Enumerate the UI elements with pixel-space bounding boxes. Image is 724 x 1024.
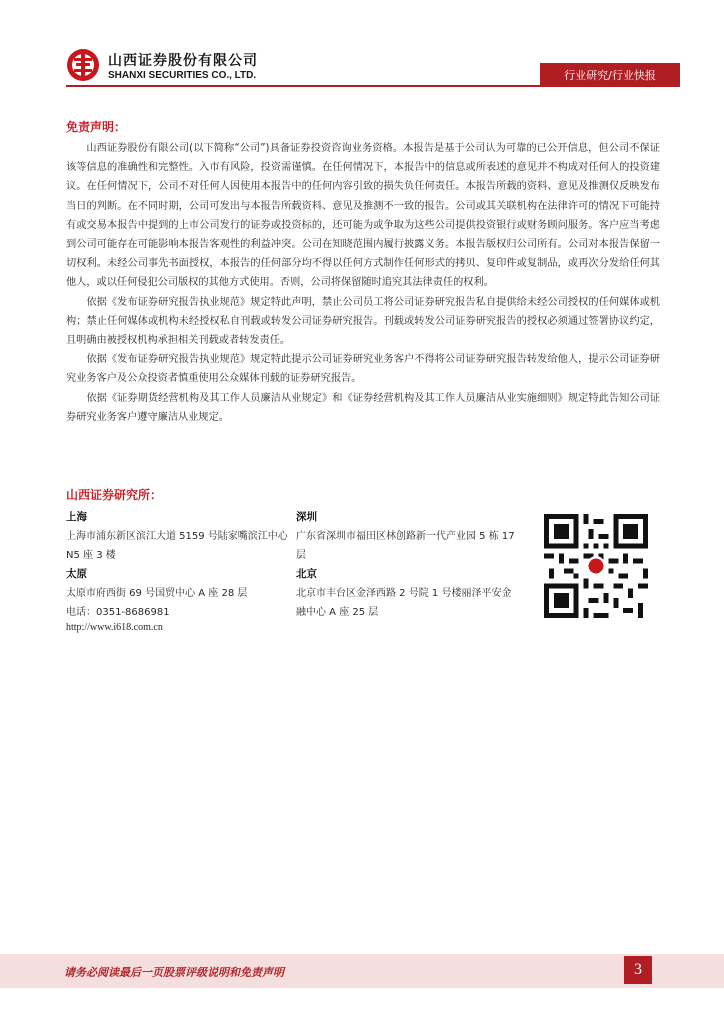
office-phone: 电话：0351-8686981 [66,607,170,618]
office-city: 深圳 [296,511,317,523]
page-number: 3 [624,956,652,984]
shanxi-securities-logo-icon [66,48,100,82]
company-name-en: SHANXI SECURITIES CO., LTD. [108,70,257,81]
office-shanghai [66,508,296,565]
institute-title: 山西证券研究所： [66,488,163,502]
website-link[interactable]: http://www.i618.com.cn [66,622,163,633]
office-taiyuan [66,565,296,622]
disclaimer-paragraph: 依据《证券期货经营机构及其工作人员廉洁从业规定》和《证券经营机构及其工作人员廉洁从业实施细则》规定特此告知公司证券研究业务客户遵守廉洁从业规定。 [66,392,660,423]
office-address: 北京市丰台区金泽西路 2 号院 1 号楼丽泽平安金融中心 A 座 25 层 [296,588,512,618]
office-beijing [296,565,526,622]
office-addresses [66,508,526,622]
disclaimer-title: 免责声明： [66,120,127,134]
office-address: 广东省深圳市福田区林创路新一代产业园 5 栋 17 层 [296,531,515,561]
disclaimer-paragraph: 山西证券股份有限公司(以下简称“公司”)具备证券投资咨询业务资格。本报告是基于公司认为可靠的已公开信息，但公司不保证该等信息的准确性和完整性。入市有风险，投资需谨慎。在任何情况下，本报告中的信息或所表述的意见并不构成对任何人的投资建议。在任何情况下，公司不对任何人因使用本报告中的任何内容引致的损失负任何责任。本报告所载的资料、意见及推测仅反映发布当日的判断。在不同时期，公司可发出与本报告所载资料、意见及推测不一致的报告。公司或其关联机构在法律许可的情况下可能持有或交易本报告中提到的上市公司发行的证券或投资标的，还可能为或争取为这些公司提供投资银行或财务顾问服务。客户应当考虑到公司可能存在可能影响本报告客观性的利益冲突。公司在知晓范围内履行披露义务。本报告版权归公司所有。公司对本报告保留一切权利。未经公司事先书面授权，本报告的任何部分均不得以任何方式制作任何形式的拷贝、复印件或复制品，或再次分发给任何其他人，或以任何侵犯公司版权的其他方式使用。否则，公司将保留随时追究其法律责任的权利。 [66,143,660,289]
qr-code-icon [544,514,648,618]
office-city: 太原 [66,568,87,580]
footer-notice: 请务必阅读最后一页股票评级说明和免责声明 [64,966,284,979]
company-name-cn: 山西证券股份有限公司 [108,53,258,69]
disclaimer-paragraph: 依据《发布证券研究报告执业规范》规定特此提示公司证券研究业务客户不得将公司证券研究报告转发给他人，提示公司证券研究业务客户及公众投资者慎重使用公众媒体刊载的证券研究报告。 [66,354,660,385]
disclaimer-body [66,139,660,427]
office-city: 北京 [296,568,317,580]
disclaimer-paragraph: 依据《发布证券研究报告执业规范》规定特此声明，禁止公司员工将公司证券研究报告私自提供给未经公司授权的任何媒体或机构；禁止任何媒体或机构未经授权私自刊载或转发公司证券研究报告。刊载或转发公司证券研究报告的授权必须通过签署协议约定，且明确由被授权机构承担相关刊载或者转发责任。 [66,296,660,347]
report-category-tab: 行业研究/行业快报 [540,63,680,87]
office-address: 上海市浦东新区滨江大道 5159 号陆家嘴滨江中心 N5 座 3 楼 [66,531,288,561]
office-city: 上海 [66,511,87,523]
office-address: 太原市府西街 69 号国贸中心 A 座 28 层 [66,588,248,599]
office-shenzhen [296,508,526,565]
